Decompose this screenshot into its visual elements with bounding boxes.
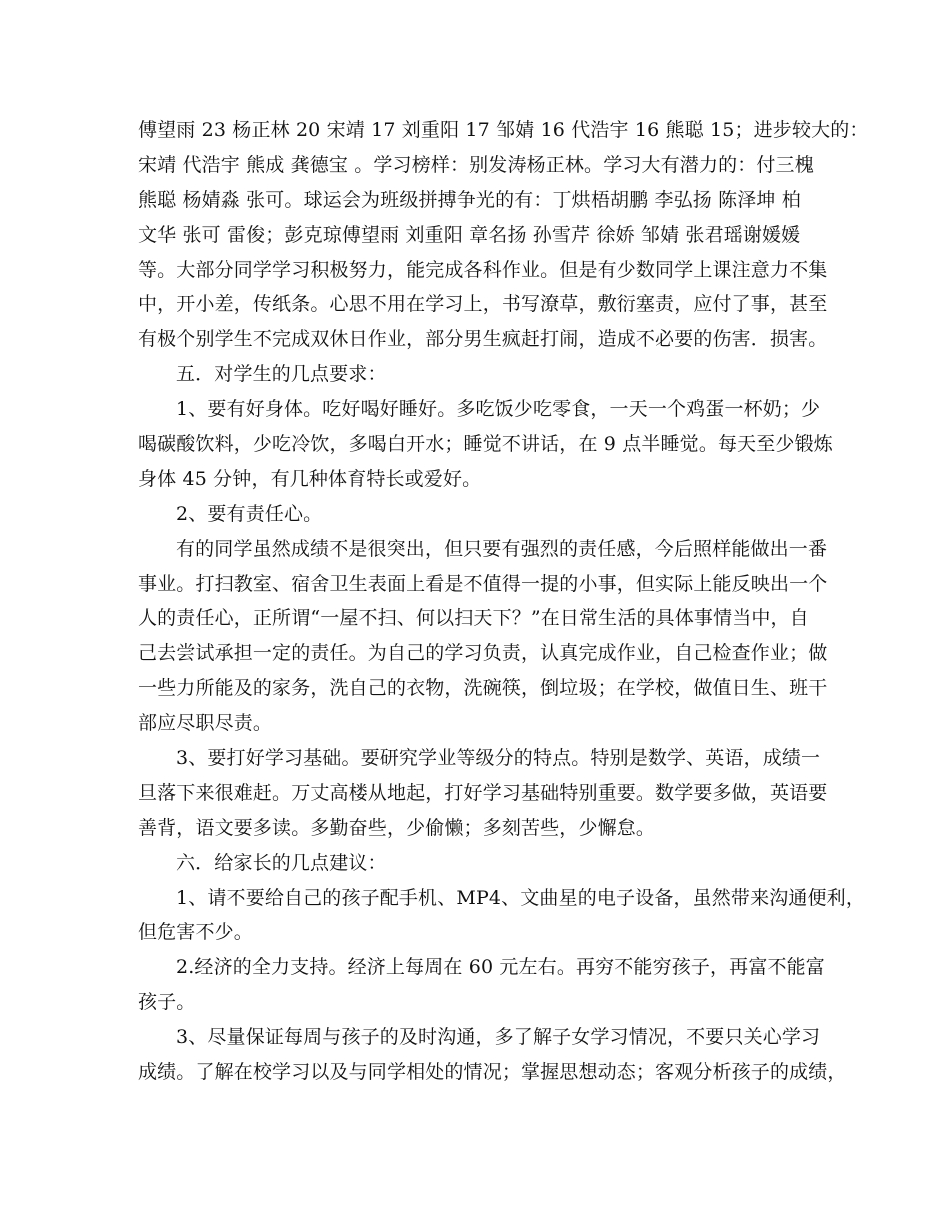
text-line: 3、尽量保证每周与孩子的及时沟通，多了解子女学习情况，不要只关心学习 <box>176 1026 821 1049</box>
text-line: 身体 45 分钟，有几种体育特长或爱好。 <box>138 467 482 490</box>
text-line: 己去尝试承担一定的责任。为自己的学习负责，认真完成作业，自己检查作业；做 <box>138 642 828 665</box>
text-line: 中，开小差，传纸条。心思不用在学习上，书写潦草，敷衍塞责，应付了事，甚至 <box>138 293 828 316</box>
text-line: 喝碳酸饮料，少吃冷饮，多喝白开水；睡觉不讲话，在 9 点半睡觉。每天至少锻炼 <box>138 433 833 456</box>
text-line: 傅望雨 23 杨正林 20 宋靖 17 刘重阳 17 邹婧 16 代浩宇 16 熊聪 15；进步较大的： <box>138 119 869 141</box>
text-line: 六．给家长的几点建议： <box>176 851 387 874</box>
text-line: 2、要有责任心。 <box>176 502 323 525</box>
text-line: 但危害不少。 <box>138 921 253 944</box>
document-page <box>138 113 869 1090</box>
text-line: 等。大部分同学学习积极努力，能完成各科作业。但是有少数同学上课注意力不集 <box>138 258 828 281</box>
text-line: 3、要打好学习基础。要研究学业等级分的特点。特别是数学、英语，成绩一 <box>176 747 821 770</box>
text-line: 一些力所能及的家务，洗自己的衣物，洗碗筷，倒垃圾；在学校，做值日生、班干 <box>138 677 828 700</box>
text-line: 文华 张可 雷俊；彭克琼傅望雨 刘重阳 章名扬 孙雪芹 徐娇 邹婧 张君瑶谢媛媛 <box>138 223 801 246</box>
text-line: 有的同学虽然成绩不是很突出，但只要有强烈的责任感，今后照样能做出一番 <box>176 537 828 560</box>
text-line: 熊聪 杨婧淼 张可。球运会为班级拼搏争光的有：丁烘梧胡鹏 李弘扬 陈泽坤 柏 <box>138 188 801 211</box>
text-line: 宋靖 代浩宇 熊成 龚德宝 。学习榜样：别发涛杨正林。学习大有潜力的：付三槐 <box>138 153 814 176</box>
text-line: 1、要有好身体。吃好喝好睡好。多吃饭少吃零食，一天一个鸡蛋一杯奶；少 <box>176 398 821 421</box>
text-line: 有极个别学生不完成双休日作业，部分男生疯赶打闹，造成不必要的伤害．损害。 <box>138 328 828 351</box>
text-line: 2.经济的全力支持。经济上每周在 60 元左右。再穷不能穷孩子，再富不能富 <box>176 956 825 979</box>
text-line: 善背，语文要多读。多勤奋些，少偷懒；多刻苦些，少懈怠。 <box>138 816 656 839</box>
text-line: 五．对学生的几点要求： <box>176 363 387 386</box>
text-line: 事业。打扫教室、宿舍卫生表面上看是不值得一提的小事，但实际上能反映出一个 <box>138 572 828 595</box>
text-line: 1、请不要给自己的孩子配手机、MP4、文曲星的电子设备，虽然带来沟通便利， <box>176 886 865 909</box>
text-line: 旦落下来很难赶。万丈高楼从地起，打好学习基础特别重要。数学要多做，英语要 <box>138 781 828 804</box>
text-line: 孩子。 <box>138 991 196 1014</box>
text-line: 人的责任心，正所谓“一屋不扫、何以扫天下？”在日常生活的具体事情当中，自 <box>138 607 809 630</box>
text-line: 部应尽职尽责。 <box>138 712 273 735</box>
text-line: 成绩。了解在校学习以及与同学相处的情况；掌握思想动态；客观分析孩子的成绩， <box>138 1061 847 1084</box>
